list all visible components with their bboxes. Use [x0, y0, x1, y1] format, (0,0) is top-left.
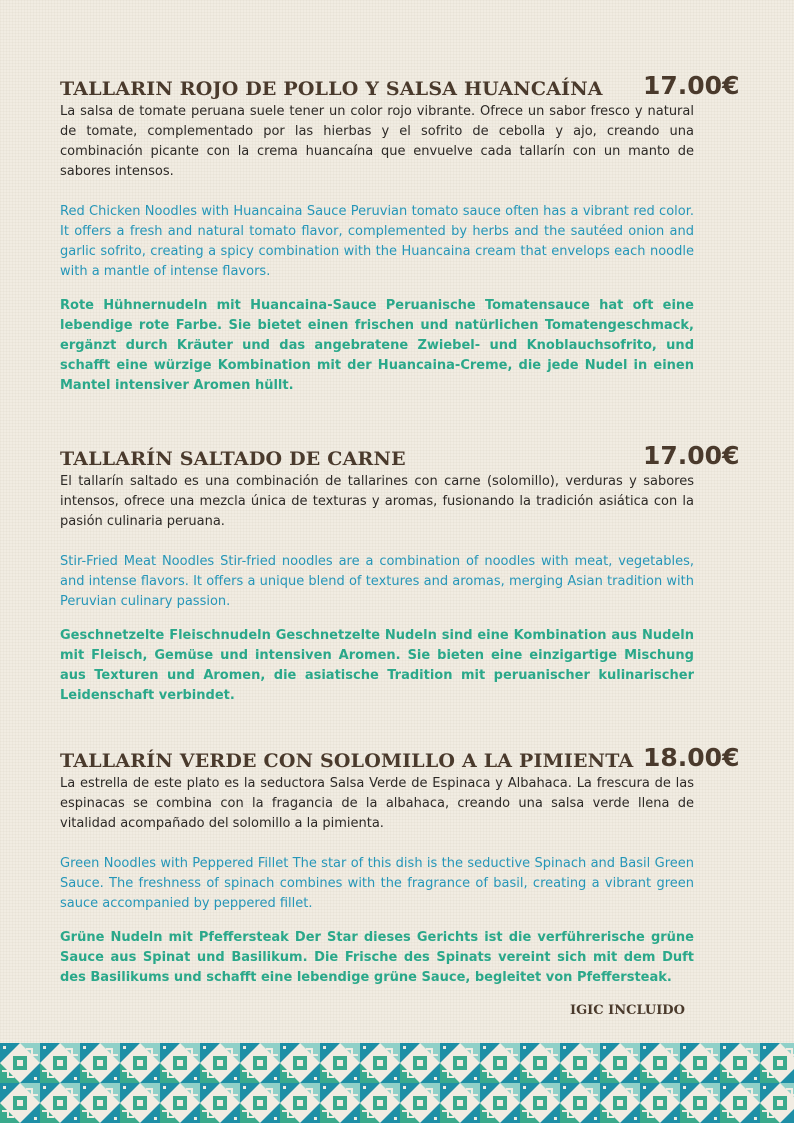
dish-price: 18.00€ — [643, 743, 740, 772]
description-german: Grüne Nudeln mit Pfeffersteak Der Star dieses Gerichts ist die verführerische grüne Sauce aus Spinat und Basilikum. Die Frische des Spinats vereint sich mit dem Duft des Basilikums und schafft eine lebendige grüne Sauce, begleitet von Pfeffersteak. — [60, 930, 694, 985]
description-spanish: El tallarín saltado es una combinación de tallarines con carne (solomillo), verduras y sabores intensos, ofrece una mezcla única de texturas y aromas, fusionando la tradición asiática con la pasión culinaria peruana. — [60, 474, 694, 529]
dish-price: 17.00€ — [643, 71, 740, 100]
dish-header — [60, 742, 740, 772]
dish-price: 17.00€ — [643, 441, 740, 470]
description-spanish: La salsa de tomate peruana suele tener un color rojo vibrante. Ofrece un sabor fresco y natural de tomate, complementado por las hierbas y el sofrito de cebolla y ajo, creando una combinación picante con la crema huancaína que envuelve cada tallarín con un manto de sabores intensos. — [60, 104, 694, 179]
description-english: Stir-Fried Meat Noodles Stir-fried noodles are a combination of noodles with meat, vegetables, and intense flavors. It offers a unique blend of textures and aromas, merging Asian tradition with Peruvian culinary passion. — [60, 554, 694, 609]
dish-3 — [60, 742, 740, 988]
dish-2 — [60, 440, 740, 706]
dish-1 — [60, 70, 740, 396]
dish-title: TALLARÍN VERDE CON SOLOMILLO A LA PIMIENTA — [60, 750, 634, 772]
dish-header — [60, 440, 740, 470]
dish-title: TALLARÍN SALTADO DE CARNE — [60, 448, 406, 470]
dish-title: TALLARIN ROJO DE POLLO Y SALSA HUANCAÍNA — [60, 78, 603, 100]
description-german: Geschnetzelte Fleischnudeln Geschnetzelte Nudeln sind eine Kombination aus Nudeln mit Fleisch, Gemüse und intensiven Aromen. Sie bieten eine einzigartige Mischung aus Texturen und Aromen, die asiatische Tradition mit peruanischer kulinarischer Leidenschaft verbindet. — [60, 628, 694, 703]
description-spanish: La estrella de este plato es la seductora Salsa Verde de Espinaca y Albahaca. La frescura de las espinacas se combina con la fragancia de la albahaca, creando una salsa verde llena de vitalidad acompañado del solomillo a la pimienta. — [60, 776, 694, 831]
tax-included-note: IGIC INCLUIDO — [570, 1003, 685, 1018]
description-english: Green Noodles with Peppered Fillet The star of this dish is the seductive Spinach and Basil Green Sauce. The freshness of spinach combines with the fragrance of basil, creating a vibrant green sauce accompanied by peppered fillet. — [60, 856, 694, 911]
dish-header — [60, 70, 740, 100]
description-english: Red Chicken Noodles with Huancaina Sauce Peruvian tomato sauce often has a vibrant red color. It offers a fresh and natural tomato flavor, complemented by herbs and the sautéed onion and garlic sofrito, creating a spicy combination with the Huancaina cream that envelops each noodle with a mantle of intense flavors. — [60, 204, 694, 279]
geometric-tile-border-icon — [0, 1043, 794, 1123]
description-german: Rote Hühnernudeln mit Huancaina-Sauce Peruanische Tomatensauce hat oft eine lebendige rote Farbe. Sie bietet einen frischen und natürlichen Tomatengeschmack, ergänzt durch Kräuter und das angebratene Zwiebel- und Knoblauchsofrito, und schafft eine würzige Kombination mit der Huancaina-Creme, die jede Nudel in einen Mantel intensiver Aromen hüllt. — [60, 298, 694, 393]
